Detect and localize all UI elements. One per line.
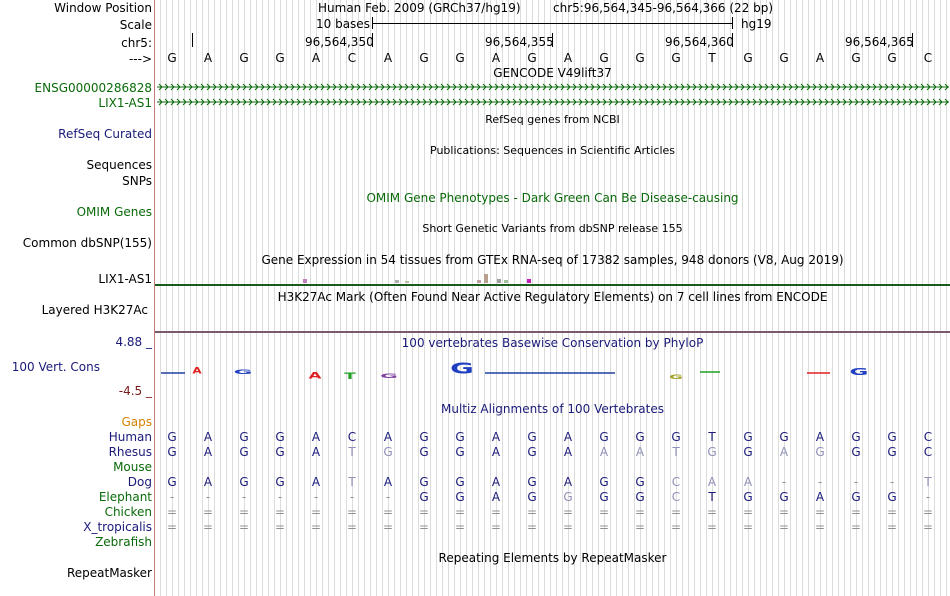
base-letter: A: [311, 475, 321, 489]
base-letter: G: [419, 475, 429, 489]
base-letter: =: [418, 520, 430, 534]
base-letter: =: [346, 520, 358, 534]
base-letter: G: [419, 430, 429, 444]
ruler-position: 96,564,360: [665, 35, 734, 49]
base-letter: =: [598, 505, 610, 519]
base-letter: =: [886, 520, 898, 534]
base-letter: =: [238, 520, 250, 534]
ruler-position: 96,564,350: [305, 35, 374, 49]
base-letter: G: [887, 51, 897, 65]
base-letter: G: [743, 51, 753, 65]
base-letter: G: [887, 445, 897, 459]
base-letter: =: [670, 520, 682, 534]
base-letter: =: [346, 505, 358, 519]
base-letter: C: [671, 475, 681, 489]
base-letter: G: [527, 490, 537, 504]
track-title-publications[interactable]: Publications: Sequences in Scientific Articles: [430, 144, 675, 157]
gtex-bar: [497, 279, 501, 283]
base-letter: A: [563, 445, 573, 459]
label-strand[interactable]: --->: [128, 52, 152, 66]
track-title-h3k27ac[interactable]: H3K27Ac Mark (Often Found Near Active Regulatory Elements) on 7 cell lines from ENCODE: [277, 290, 828, 304]
ruler-tick: [192, 33, 193, 47]
track-title-refseq[interactable]: RefSeq genes from NCBI: [485, 113, 620, 126]
base-letter: A: [203, 51, 213, 65]
label-gaps[interactable]: Gaps: [121, 415, 152, 429]
base-letter: A: [383, 475, 393, 489]
gtex-bar: [484, 274, 488, 283]
gtex-bar: [504, 280, 508, 283]
base-letter: G: [239, 430, 249, 444]
base-letter: A: [311, 51, 321, 65]
base-letter: A: [815, 51, 825, 65]
base-letter: =: [778, 520, 790, 534]
base-letter: G: [635, 430, 645, 444]
base-letter: =: [562, 505, 574, 519]
base-letter: G: [239, 445, 249, 459]
label-refseq[interactable]: RefSeq Curated: [58, 127, 152, 141]
base-letter: =: [166, 505, 178, 519]
gtex-bar: [303, 279, 307, 283]
base-letter: G: [167, 430, 177, 444]
base-letter: -: [781, 475, 787, 489]
base-letter: =: [166, 520, 178, 534]
base-letter: T: [348, 445, 356, 459]
base-letter: =: [814, 520, 826, 534]
base-letter: =: [706, 505, 718, 519]
base-letter: G: [527, 51, 537, 65]
h3k27ac-baseline: [155, 331, 950, 333]
base-letter: C: [923, 430, 933, 444]
base-letter: C: [923, 445, 933, 459]
label-sequences[interactable]: Sequences: [86, 158, 152, 172]
base-letter: G: [527, 475, 537, 489]
base-letter: -: [169, 490, 175, 504]
gtex-bar: [405, 281, 409, 283]
label-cons-max: 4.88 _: [115, 335, 152, 349]
base-letter: -: [385, 490, 391, 504]
label-mouse[interactable]: Mouse: [113, 460, 152, 474]
base-letter: G: [851, 430, 861, 444]
scale-bar-right-tick: [732, 17, 733, 29]
phylop-letter-g: G: [450, 360, 474, 378]
base-letter: C: [671, 490, 681, 504]
base-letter: A: [779, 445, 789, 459]
base-letter: G: [527, 430, 537, 444]
base-letter: A: [311, 430, 321, 444]
base-letter: G: [779, 430, 789, 444]
base-letter: A: [707, 475, 717, 489]
base-letter: G: [671, 430, 681, 444]
label-zebrafish[interactable]: Zebrafish: [95, 535, 152, 549]
scale-bar-left-tick: [372, 17, 373, 29]
base-letter: A: [815, 490, 825, 504]
base-letter: G: [851, 51, 861, 65]
gtex-baseline: [155, 284, 950, 286]
base-letter: G: [635, 490, 645, 504]
base-letter: G: [635, 475, 645, 489]
base-letter: C: [347, 430, 357, 444]
base-letter: =: [706, 520, 718, 534]
base-letter: =: [850, 505, 862, 519]
base-letter: C: [923, 51, 933, 65]
base-letter: -: [313, 490, 319, 504]
base-letter: =: [922, 520, 934, 534]
phylop-letter-a: A: [308, 371, 322, 381]
base-letter: A: [563, 51, 573, 65]
label-cons[interactable]: 100 Vert. Cons: [11, 360, 100, 374]
label-h3k27ac[interactable]: Layered H3K27Ac: [41, 303, 148, 317]
base-letter: =: [382, 505, 394, 519]
base-letter: T: [708, 430, 716, 444]
base-letter: G: [563, 490, 573, 504]
base-letter: =: [598, 520, 610, 534]
base-letter: =: [310, 505, 322, 519]
label-rhesus[interactable]: Rhesus: [108, 445, 152, 459]
base-letter: G: [167, 475, 177, 489]
base-letter: G: [455, 51, 465, 65]
base-letter: =: [310, 520, 322, 534]
base-letter: G: [455, 490, 465, 504]
base-letter: G: [635, 51, 645, 65]
base-letter: G: [167, 51, 177, 65]
base-letter: =: [202, 520, 214, 534]
label-repeatmasker[interactable]: RepeatMasker: [66, 566, 152, 580]
base-letter: A: [563, 475, 573, 489]
base-letter: G: [887, 490, 897, 504]
base-letter: =: [778, 505, 790, 519]
base-letter: -: [925, 490, 931, 504]
base-letter: -: [277, 490, 283, 504]
base-letter: G: [599, 430, 609, 444]
track-title-repeatmasker[interactable]: Repeating Elements by RepeatMasker: [438, 551, 667, 565]
base-letter: G: [743, 490, 753, 504]
base-letter: T: [708, 490, 716, 504]
base-letter: A: [815, 430, 825, 444]
base-letter: G: [599, 490, 609, 504]
base-letter: =: [850, 520, 862, 534]
label-human[interactable]: Human: [108, 430, 152, 444]
assembly-text: Human Feb. 2009 (GRCh37/hg19): [318, 1, 521, 15]
base-letter: T: [348, 475, 356, 489]
base-letter: A: [203, 445, 213, 459]
base-letter: =: [418, 505, 430, 519]
gtex-bar: [395, 280, 399, 283]
label-elephant[interactable]: Elephant: [98, 490, 152, 504]
base-letter: -: [853, 475, 859, 489]
gtex-bar: [477, 280, 481, 283]
base-letter: =: [670, 505, 682, 519]
base-letter: G: [599, 475, 609, 489]
base-letter: G: [275, 475, 285, 489]
base-letter: A: [563, 430, 573, 444]
base-letter: =: [454, 520, 466, 534]
phylop-letter-g: G: [849, 366, 869, 378]
base-letter: -: [241, 490, 247, 504]
base-letter: G: [167, 445, 177, 459]
label-scale: Scale: [119, 18, 152, 32]
base-letter: T: [672, 445, 680, 459]
base-letter: G: [707, 445, 717, 459]
track-title-dbsnp[interactable]: Short Genetic Variants from dbSNP release 155: [422, 222, 683, 235]
base-letter: =: [274, 505, 286, 519]
base-letter: G: [419, 445, 429, 459]
label-ensg[interactable]: ENSG00000286828: [34, 81, 152, 95]
base-letter: G: [455, 445, 465, 459]
base-letter: =: [490, 520, 502, 534]
base-letter: G: [383, 445, 393, 459]
base-letter: G: [275, 445, 285, 459]
track-title-gtex[interactable]: Gene Expression in 54 tissues from GTEx RNA-seq of 17382 samples, 948 donors (V8, Aug 2019): [261, 253, 844, 267]
label-dog[interactable]: Dog: [127, 475, 152, 489]
gtex-bar: [527, 279, 531, 283]
base-letter: =: [742, 520, 754, 534]
base-letter: A: [491, 430, 501, 444]
base-letter: G: [419, 490, 429, 504]
base-letter: =: [526, 520, 538, 534]
scale-text: 10 bases: [316, 17, 370, 31]
ruler-position: 96,564,355: [485, 35, 554, 49]
base-letter: G: [779, 490, 789, 504]
base-letter: =: [202, 505, 214, 519]
track-title-phylop[interactable]: 100 vertebrates Basewise Conservation by PhyloP: [401, 336, 704, 350]
base-letter: =: [382, 520, 394, 534]
label-lix1as1[interactable]: LIX1-AS1: [98, 96, 152, 110]
phylop-letter-a: A: [192, 366, 202, 377]
phylop-letter-g: G: [233, 368, 253, 376]
base-letter: =: [814, 505, 826, 519]
range-text: chr5:96,564,345-96,564,366 (22 bp): [553, 1, 774, 15]
label-dbsnp[interactable]: Common dbSNP(155): [22, 236, 152, 250]
base-letter: =: [922, 505, 934, 519]
base-letter: G: [455, 430, 465, 444]
base-letter: A: [491, 445, 501, 459]
base-letter: =: [274, 520, 286, 534]
phylop-conservation-logo[interactable]: [155, 355, 950, 385]
base-letter: G: [815, 445, 825, 459]
base-letter: G: [887, 430, 897, 444]
base-letter: =: [562, 520, 574, 534]
label-cons-min: -4.5 _: [118, 384, 152, 398]
base-letter: =: [238, 505, 250, 519]
base-letter: G: [527, 445, 537, 459]
gtex-bars[interactable]: [155, 270, 950, 285]
phylop-letter-g: G: [380, 372, 398, 380]
base-letter: G: [743, 445, 753, 459]
base-letter: G: [275, 430, 285, 444]
scale-db: hg19: [741, 17, 772, 31]
base-letter: G: [671, 51, 681, 65]
base-letter: G: [239, 51, 249, 65]
phylop-letter-g: G: [669, 373, 683, 381]
base-letter: C: [347, 51, 357, 65]
base-letter: A: [383, 51, 393, 65]
base-letter: A: [491, 51, 501, 65]
label-omim[interactable]: OMIM Genes: [76, 205, 152, 219]
base-letter: A: [599, 445, 609, 459]
phylop-letter-t: T: [344, 372, 356, 382]
gene-ensg00000286828[interactable]: [157, 81, 949, 93]
base-letter: G: [455, 475, 465, 489]
base-letter: =: [742, 505, 754, 519]
label-window-position: Window Position: [54, 1, 152, 15]
base-letter: A: [383, 430, 393, 444]
gene-lix1-as1[interactable]: [157, 96, 949, 108]
label-xtrop[interactable]: X_tropicalis: [83, 520, 152, 534]
base-letter: G: [599, 51, 609, 65]
base-letter: G: [419, 51, 429, 65]
base-letter: =: [490, 505, 502, 519]
label-chr: chr5:: [121, 36, 152, 50]
scale-bar: [372, 23, 733, 24]
base-letter: A: [491, 490, 501, 504]
base-letter: -: [349, 490, 355, 504]
track-title-gencode[interactable]: GENCODE V49lift37: [493, 66, 612, 80]
base-letter: =: [886, 505, 898, 519]
base-letter: A: [635, 445, 645, 459]
label-gtex-gene[interactable]: LIX1-AS1: [98, 272, 152, 286]
base-letter: T: [924, 475, 932, 489]
base-letter: =: [634, 520, 646, 534]
base-letter: G: [743, 430, 753, 444]
base-letter: A: [203, 475, 213, 489]
base-letter: -: [205, 490, 211, 504]
ruler-position: 96,564,365: [845, 35, 914, 49]
base-letter: A: [311, 445, 321, 459]
base-letter: G: [275, 51, 285, 65]
base-letter: A: [743, 475, 753, 489]
base-letter: G: [851, 445, 861, 459]
base-letter: =: [634, 505, 646, 519]
base-letter: G: [239, 475, 249, 489]
track-title-multiz[interactable]: Multiz Alignments of 100 Vertebrates: [440, 402, 665, 416]
base-letter: =: [526, 505, 538, 519]
base-letter: A: [491, 475, 501, 489]
base-letter: G: [779, 51, 789, 65]
base-letter: -: [889, 475, 895, 489]
base-letter: A: [203, 430, 213, 444]
label-chicken[interactable]: Chicken: [104, 505, 152, 519]
base-letter: G: [851, 490, 861, 504]
track-title-omim[interactable]: OMIM Gene Phenotypes - Dark Green Can Be Disease-causing: [366, 191, 739, 205]
label-snps[interactable]: SNPs: [122, 174, 152, 188]
base-letter: -: [817, 475, 823, 489]
base-letter: T: [708, 51, 716, 65]
base-letter: =: [454, 505, 466, 519]
